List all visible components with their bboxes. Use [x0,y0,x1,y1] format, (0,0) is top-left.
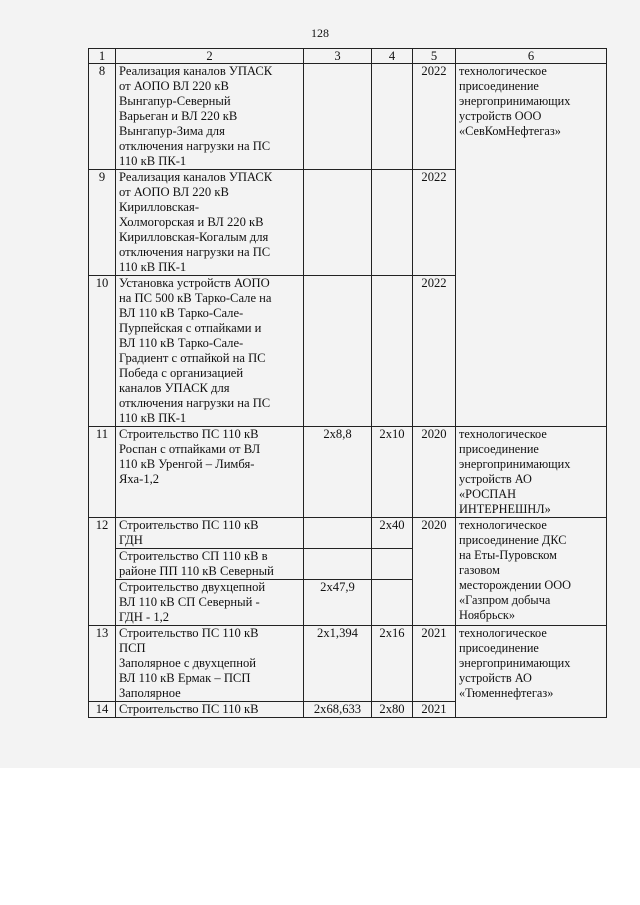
note-text [459,427,603,517]
note-cell [456,518,607,626]
note-text [459,626,603,701]
row-number: 9 [89,170,116,276]
text-line: ПСП [119,641,146,655]
text-line: присоединение [459,79,539,93]
row-description [116,64,304,170]
note-text [459,64,603,139]
text-line: ВЛ 110 кВ Тарко-Сале- [119,306,244,320]
text-line: Строительство ПС 110 кВ [119,626,259,640]
text-line: Яха-1,2 [119,472,160,486]
text-line: «СевКомНефтегаз» [459,124,561,138]
row-number: 12 [89,518,116,626]
row-description [116,580,304,626]
text-line: Строительство двухцепной [119,580,266,594]
row-col3 [304,549,372,580]
description-text [119,427,300,487]
note-cell [456,427,607,518]
row-number: 11 [89,427,116,518]
row-col4: 2х16 [372,626,413,702]
text-line: Вынгапур-Северный [119,94,231,108]
text-line: Строительство СП 110 кВ в [119,549,268,563]
row-description [116,170,304,276]
description-text [119,549,300,579]
text-line: устройств АО [459,472,532,486]
row-year: 2021 [413,626,456,702]
text-line: Заполярное [119,686,181,700]
column-header: 5 [413,49,456,64]
row-col3: 2х1,394 [304,626,372,702]
row-description [116,626,304,702]
description-text [119,64,300,169]
text-line: Кирилловская- [119,200,200,214]
text-line: отключения нагрузки на ПС [119,245,271,259]
row-description [116,702,304,718]
row-col4 [372,276,413,427]
row-year: 2020 [413,518,456,626]
table-row [89,518,607,549]
text-line: ИНТЕРНЕШНЛ» [459,502,551,516]
column-header: 4 [372,49,413,64]
text-line: присоединение [459,442,539,456]
text-line: Роспан с отпайками от ВЛ [119,442,261,456]
row-year: 2022 [413,276,456,427]
row-year: 2020 [413,427,456,518]
text-line: отключения нагрузки на ПС [119,139,271,153]
row-description [116,427,304,518]
row-col4 [372,580,413,626]
description-text [119,580,300,625]
row-col3 [304,64,372,170]
text-line: энергопринимающих [459,457,571,471]
column-header: 2 [116,49,304,64]
description-text [119,518,300,548]
text-line: Строительство ПС 110 кВ [119,518,259,532]
text-line: на ПС 500 кВ Тарко-Сале на [119,291,272,305]
table-row [89,427,607,518]
text-line: Холмогорская и ВЛ 220 кВ [119,215,264,229]
row-number: 13 [89,626,116,702]
text-line: каналов УПАСК для [119,381,230,395]
row-year: 2022 [413,64,456,170]
text-line: Вынгапур-Зима для [119,124,225,138]
row-description [116,549,304,580]
text-line: Победа с организацией [119,366,244,380]
row-col3 [304,170,372,276]
text-line: отключения нагрузки на ПС [119,396,271,410]
text-line: устройств ООО [459,109,542,123]
text-line: 110 кВ ПК-1 [119,154,187,168]
text-line: Пурпейская с отпайками и [119,321,262,335]
row-number: 8 [89,64,116,170]
text-line: ГДН [119,533,143,547]
row-col3: 2х47,9 [304,580,372,626]
text-line: «РОСПАН [459,487,517,501]
row-col4 [372,170,413,276]
text-line: ВЛ 110 кВ СП Северный - [119,595,260,609]
text-line: технологическое [459,518,547,532]
column-header: 1 [89,49,116,64]
description-text [119,276,300,426]
note-cell [456,626,607,718]
text-line: 110 кВ Уренгой – Лимбя- [119,457,255,471]
text-line: технологическое [459,626,547,640]
text-line: Реализация каналов УПАСК [119,64,273,78]
table-row [89,64,607,170]
text-line: Кирилловская-Когалым для [119,230,269,244]
text-line: технологическое [459,427,547,441]
text-line: Установка устройств АОПО [119,276,270,290]
text-line: энергопринимающих [459,94,571,108]
text-line: ГДН - 1,2 [119,610,170,624]
description-text [119,170,300,275]
column-header: 3 [304,49,372,64]
table-row [89,626,607,702]
row-col3 [304,518,372,549]
text-line: технологическое [459,64,547,78]
description-text [119,626,300,701]
text-line: устройств АО [459,671,532,685]
text-line: присоединение ДКС [459,533,567,547]
header-row [89,49,607,64]
projects-table [88,48,607,718]
text-line: Варьеган и ВЛ 220 кВ [119,109,238,123]
row-col4: 2х10 [372,427,413,518]
text-line: «Тюменнефтегаз» [459,686,554,700]
row-description [116,518,304,549]
text-line: энергопринимающих [459,656,571,670]
text-line: месторождении ООО [459,578,572,592]
description-text [119,702,300,717]
row-number: 10 [89,276,116,427]
text-line: от АОПО ВЛ 220 кВ [119,79,229,93]
text-line: присоединение [459,641,539,655]
text-line: 110 кВ ПК-1 [119,411,187,425]
row-col3: 2х8,8 [304,427,372,518]
row-number: 14 [89,702,116,718]
text-line: ВЛ 110 кВ Ермак – ПСП [119,671,251,685]
text-line: Заполярное с двухцепной [119,656,257,670]
text-line: районе ПП 110 кВ Северный [119,564,274,578]
row-col4: 2х40 [372,518,413,549]
text-line: от АОПО ВЛ 220 кВ [119,185,229,199]
row-col4 [372,549,413,580]
text-line: на Еты-Пуровском [459,548,557,562]
row-col3: 2х68,633 [304,702,372,718]
text-line: Строительство ПС 110 кВ [119,427,259,441]
text-line: ВЛ 110 кВ Тарко-Сале- [119,336,244,350]
note-text [459,518,603,623]
text-line: Строительство ПС 110 кВ [119,702,259,716]
text-line: «Газпром добыча [459,593,551,607]
row-col4: 2х80 [372,702,413,718]
text-line: Ноябрьск» [459,608,516,622]
note-cell [456,64,607,427]
row-col4 [372,64,413,170]
row-description [116,276,304,427]
row-year: 2022 [413,170,456,276]
row-year: 2021 [413,702,456,718]
text-line: газовом [459,563,500,577]
column-header: 6 [456,49,607,64]
text-line: Градиент с отпайкой на ПС [119,351,266,365]
page-number: 128 [311,26,329,40]
text-line: Реализация каналов УПАСК [119,170,273,184]
row-col3 [304,276,372,427]
text-line: 110 кВ ПК-1 [119,260,187,274]
